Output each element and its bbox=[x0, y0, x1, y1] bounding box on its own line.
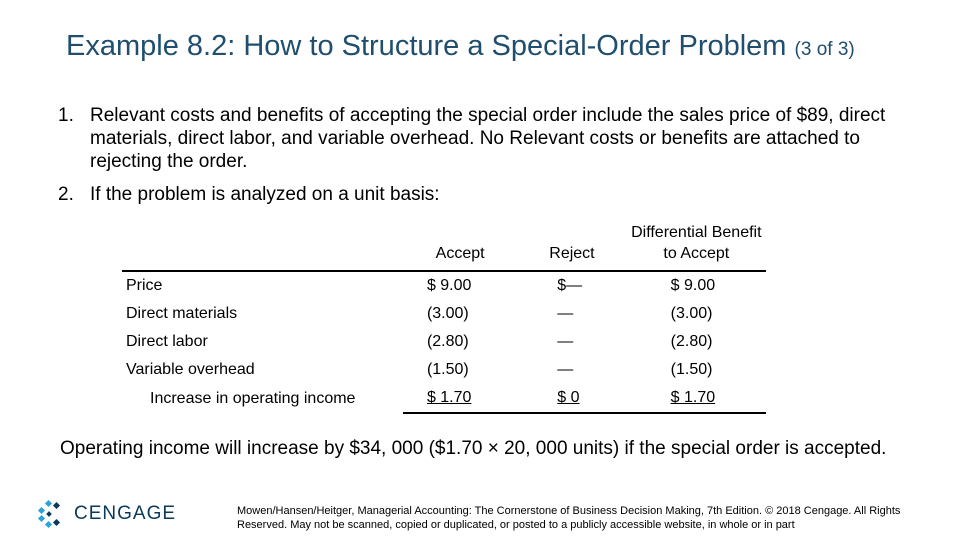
table-row bbox=[122, 271, 766, 300]
cengage-logo bbox=[36, 498, 176, 530]
list-number: 2. bbox=[58, 184, 74, 205]
total-differential: $ 1.70 bbox=[627, 384, 766, 413]
header-blank bbox=[122, 222, 403, 271]
cell-differential: (2.80) bbox=[670, 333, 713, 350]
cell-accept: (1.50) bbox=[426, 361, 469, 378]
cell-accept: (3.00) bbox=[426, 305, 469, 322]
total-label: Increase in operating income bbox=[150, 389, 356, 407]
cell-reject: — bbox=[557, 305, 574, 322]
list-text: Relevant costs and benefits of accepting the special order include the sales price of $89, direct materials, direct labor, and variable overhead. No Relevant costs or benefits are attached to rejecting the order. bbox=[90, 105, 886, 172]
cell-differential: (1.50) bbox=[670, 361, 713, 378]
cell-reject: — bbox=[557, 361, 574, 378]
table-row bbox=[122, 356, 766, 384]
row-label: Variable overhead bbox=[126, 361, 255, 378]
cell-accept: (2.80) bbox=[426, 333, 469, 350]
header-reject: Reject bbox=[517, 222, 626, 271]
cell-differential: (3.00) bbox=[670, 305, 713, 322]
page-title bbox=[66, 30, 926, 66]
list-item bbox=[58, 183, 898, 206]
header-differential: Differential Benefit to Accept bbox=[627, 222, 766, 271]
table-header-row bbox=[122, 222, 766, 271]
list-text: If the problem is analyzed on a unit basis: bbox=[90, 184, 440, 205]
table-row bbox=[122, 328, 766, 356]
table-row bbox=[122, 300, 766, 328]
row-label: Price bbox=[126, 277, 163, 294]
header-accept: Accept bbox=[403, 222, 517, 271]
cengage-logo-icon bbox=[36, 499, 66, 529]
list-number: 1. bbox=[58, 105, 74, 126]
unit-analysis-table bbox=[122, 222, 766, 414]
table-total-row bbox=[122, 384, 766, 413]
copyright-credit: Mowen/Hansen/Heitger, Managerial Accounting: The Cornerstone of Business Decision Making, 7th Edition. © 2018 Cengage. All Rights Reserved. May not be scanned, copied or duplicated, or posted to a publicly accessible website, in whole or in part bbox=[237, 505, 901, 531]
cell-reject: $— bbox=[557, 277, 583, 294]
logo-text: CENGAGE bbox=[74, 503, 177, 524]
conclusion-text: Operating income will increase by $34, 000 ($1.70 × 20, 000 units) if the special order is accepted. bbox=[60, 438, 887, 459]
cell-differential: $ 9.00 bbox=[670, 277, 716, 294]
row-label: Direct materials bbox=[126, 305, 238, 322]
cell-reject: — bbox=[557, 333, 574, 350]
cell-accept: $ 9.00 bbox=[426, 277, 472, 294]
title-main: Example 8.2: How to Structure a Special-Order Problem bbox=[66, 30, 787, 62]
list-item bbox=[58, 104, 898, 173]
point-list bbox=[58, 104, 898, 216]
row-label: Direct labor bbox=[126, 333, 208, 350]
title-sub: (3 of 3) bbox=[794, 39, 855, 60]
total-accept: $ 1.70 bbox=[403, 384, 517, 413]
total-reject: $ 0 bbox=[517, 384, 626, 413]
